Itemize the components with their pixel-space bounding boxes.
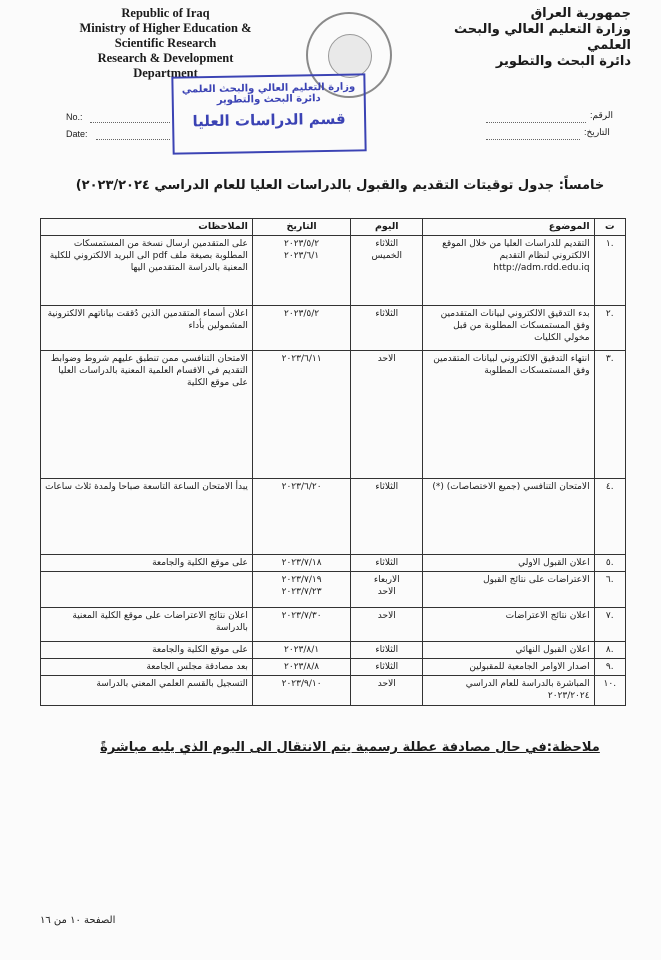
- cell-num: .٧: [594, 608, 625, 642]
- cell-date: ٢٠٢٣/٧/١٩ ٢٠٢٣/٧/٢٣: [252, 572, 350, 608]
- header-en-line: Ministry of Higher Education &: [79, 21, 252, 35]
- cell-date: ٢٠٢٣/٧/١٨: [252, 555, 350, 572]
- cell-num: .٤: [594, 479, 625, 555]
- cell-subject: اصدار الاوامر الجامعية للمقبولين: [423, 659, 594, 676]
- header-english: [58, 6, 273, 81]
- ar-date-line: [486, 139, 580, 140]
- cell-num: .٥: [594, 555, 625, 572]
- cell-day: الثلاثاء: [351, 642, 423, 659]
- header-en-line: Research & Development: [97, 51, 234, 65]
- table-row: [41, 306, 626, 351]
- cell-note: بعد مصادقة مجلس الجامعة: [41, 659, 253, 676]
- cell-date: ٢٠٢٣/٨/١: [252, 642, 350, 659]
- cell-note: التسجيل بالقسم العلمي المعني بالدراسة: [41, 676, 253, 706]
- cell-subject: الاعتراضات على نتائج القبول: [423, 572, 594, 608]
- no-label: No.:: [66, 112, 83, 122]
- page-number: الصفحة ١٠ من ١٦: [40, 915, 116, 926]
- cell-day: الاحد: [351, 676, 423, 706]
- ar-no-line: [486, 122, 586, 123]
- cell-date: ٢٠٢٣/٥/٢: [252, 306, 350, 351]
- cell-subject: التقديم للدراسات العليا من خلال الموقع الالكتروني لنظام التقديم http://adm.rdd.edu.iq: [423, 236, 594, 306]
- cell-num: .٢: [594, 306, 625, 351]
- cell-note: على موقع الكلية والجامعة: [41, 555, 253, 572]
- cell-subject: اعلان القبول الاولي: [423, 555, 594, 572]
- cell-day: الثلاثاء: [351, 479, 423, 555]
- cell-subject: الامتحان التنافسي (جميع الاختصاصات) (*): [423, 479, 594, 555]
- cell-note: على المتقدمين ارسال نسخة من المستمسكات المطلوبة بصيغة ملف pdf الى البريد الالكتروني للكلية المعنية بالدراسة المتقدمين اليها: [41, 236, 253, 306]
- cell-note: [41, 572, 253, 608]
- table-body: [41, 236, 626, 706]
- table-row: [41, 555, 626, 572]
- cell-day: الثلاثاء: [351, 306, 423, 351]
- cell-num: .٩: [594, 659, 625, 676]
- cell-day: الثلاثاء: [351, 659, 423, 676]
- cell-num: .٣: [594, 351, 625, 479]
- holiday-note: ملاحظة:في حال مصادفة عطلة رسمية يتم الانتقال الى اليوم الذي يليه مباشرةً: [100, 740, 600, 755]
- cell-day: الاحد: [351, 351, 423, 479]
- no-line: [90, 122, 170, 123]
- table-row: [41, 479, 626, 555]
- cell-subject: اعلان القبول النهائي: [423, 642, 594, 659]
- stamp-line: وزارة التعليم العالي والبحث العلمي: [181, 81, 356, 96]
- header-en-line: Republic of Iraq: [121, 6, 210, 20]
- table-row: [41, 642, 626, 659]
- seal-emblem-icon: [328, 34, 372, 78]
- header-ar-line: جمهورية العراق: [530, 6, 631, 21]
- header-en-line: Department: [133, 66, 198, 80]
- header-cell: اليوم: [351, 219, 423, 236]
- cell-num: .٨: [594, 642, 625, 659]
- ar-date-label: التاريخ:: [584, 127, 610, 137]
- cell-num: .١: [594, 236, 625, 306]
- date-line: [96, 139, 170, 140]
- header-ar-line: وزارة التعليم العالي والبحث العلمي: [454, 22, 631, 53]
- cell-day: الاربعاء الاحد: [351, 572, 423, 608]
- section-title: خامساً: جدول توقيتات التقديم والقبول بالدراسات العليا للعام الدراسي ٢٠٢٣/٢٠٢٤): [75, 178, 605, 193]
- cell-date: ٢٠٢٣/٦/٢٠: [252, 479, 350, 555]
- date-label: Date:: [66, 129, 88, 139]
- cell-day: الثلاثاء الخميس: [351, 236, 423, 306]
- header-ar-line: دائرة البحث والتطوير: [495, 54, 631, 69]
- header-cell: ت: [594, 219, 625, 236]
- cell-note: الامتحان التنافسي ممن تنطبق عليهم شروط وضوابط التقديم في الاقسام العلمية المعنية بالدراسات العليا على موقع الكلية: [41, 351, 253, 479]
- cell-note: يبدأ الامتحان الساعة التاسعة صباحا ولمدة ثلاث ساعات: [41, 479, 253, 555]
- cell-subject: انتهاء التدقيق الالكتروني لبيانات المتقدمين وفق المستمسكات المطلوبة: [423, 351, 594, 479]
- cell-num: .١٠: [594, 676, 625, 706]
- cell-date: ٢٠٢٣/٧/٣٠: [252, 608, 350, 642]
- table-row: [41, 608, 626, 642]
- cell-date: ٢٠٢٣/٥/٢ ٢٠٢٣/٦/١: [252, 236, 350, 306]
- cell-date: ٢٠٢٣/٩/١٠: [252, 676, 350, 706]
- header-cell: الملاحظات: [41, 219, 253, 236]
- cell-date: ٢٠٢٣/٨/٨: [252, 659, 350, 676]
- table-row: [41, 659, 626, 676]
- table-row: [41, 236, 626, 306]
- table-row: [41, 676, 626, 706]
- header-cell: التاريخ: [252, 219, 350, 236]
- stamp-line: قسم الدراسات العليا: [192, 109, 346, 131]
- table-row: [41, 572, 626, 608]
- department-stamp: [171, 73, 366, 154]
- table-row: [41, 351, 626, 479]
- header-cell: الموضوع: [423, 219, 594, 236]
- cell-day: الاحد: [351, 608, 423, 642]
- cell-day: الثلاثاء: [351, 555, 423, 572]
- ar-no-label: الرقم:: [590, 110, 614, 120]
- cell-subject: المباشرة بالدراسة للعام الدراسي ٢٠٢٣/٢٠٢٤: [423, 676, 594, 706]
- cell-note: اعلان نتائج الاعتراضات على موقع الكلية المعنية بالدراسة: [41, 608, 253, 642]
- header-arabic: [421, 6, 631, 70]
- cell-num: .٦: [594, 572, 625, 608]
- cell-subject: اعلان نتائج الاعتراضات: [423, 608, 594, 642]
- schedule-table: [40, 218, 626, 706]
- cell-subject: بدء التدقيق الالكتروني لبيانات المتقدمين وفق المستمسكات المطلوبة من قبل مخولي الكليات: [423, 306, 594, 351]
- table-header-row: [41, 219, 626, 236]
- stamp-line: دائرة البحث والتطوير: [216, 93, 321, 106]
- cell-note: اعلان أسماء المتقدمين الذين دُققت بياناتهم الالكترونية المشمولين بأداء: [41, 306, 253, 351]
- cell-note: على موقع الكلية والجامعة: [41, 642, 253, 659]
- cell-date: ٢٠٢٣/٦/١١: [252, 351, 350, 479]
- header-en-line: Scientific Research: [114, 36, 217, 50]
